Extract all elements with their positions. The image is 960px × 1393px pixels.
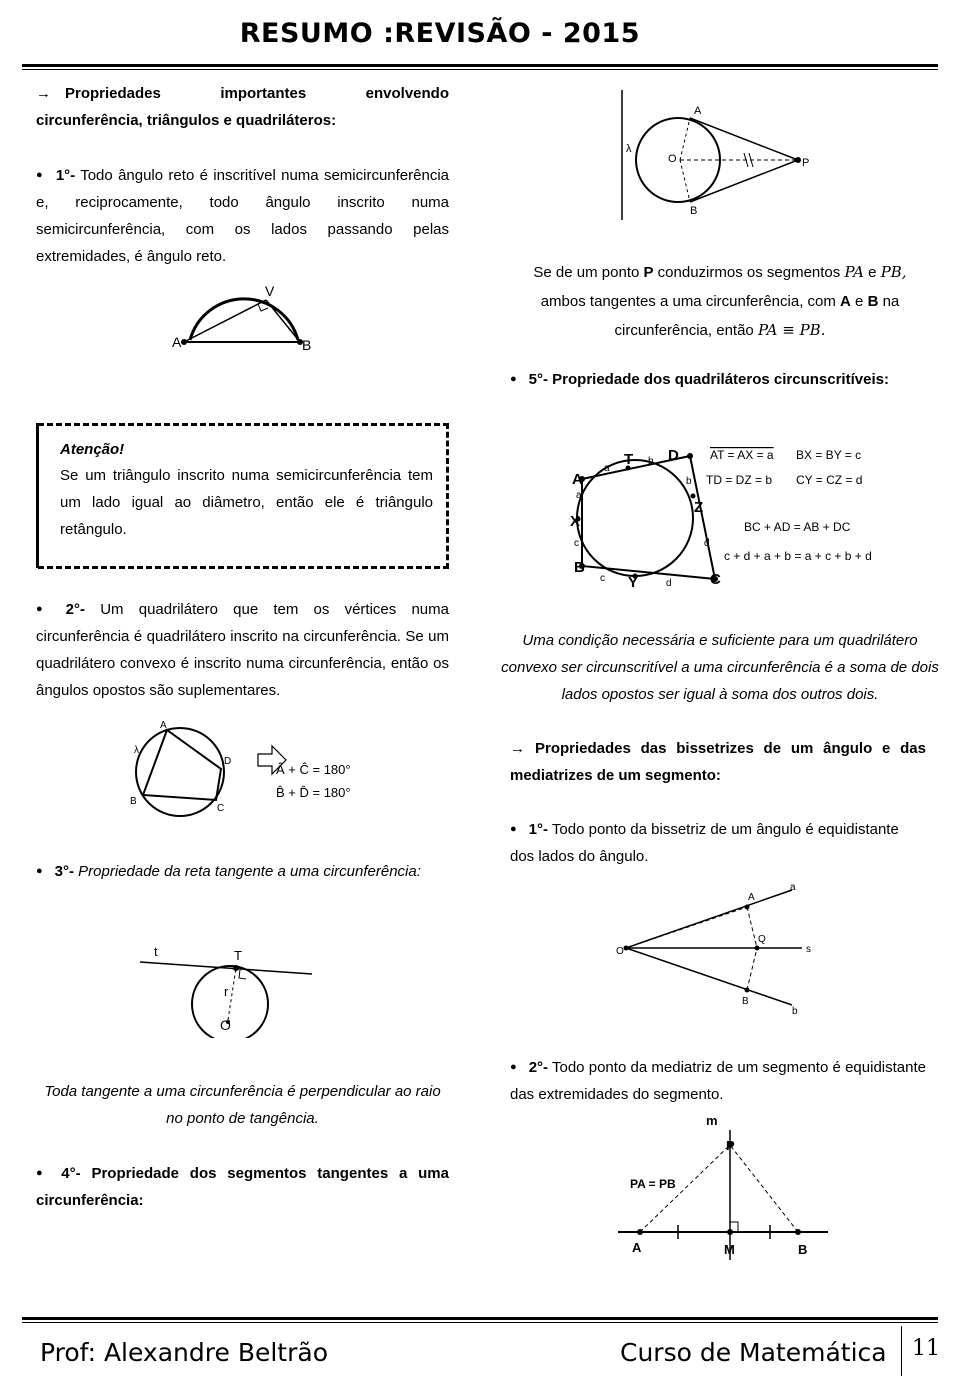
figure-angle-bisector (612, 880, 832, 1015)
svg-text:r: r (224, 984, 229, 999)
svg-text:b: b (686, 476, 692, 487)
bisector-property-1: ● 1°- Todo ponto da bissetriz de um ângulo é equidistante dos lados do ângulo. (510, 816, 926, 870)
svg-text:A: A (572, 471, 583, 488)
arrow-icon: → (36, 85, 51, 102)
property-2: ● 2°- Um quadrilátero que tem os vértices numa circunferência é quadrilátero inscrito na circunferência. Se um quadrilátero convexo é inscrito numa circunferência, então os ângulos opostos são suplementares. (36, 596, 449, 704)
svg-text:T: T (234, 948, 242, 963)
svg-text:a: a (790, 882, 796, 893)
figure-perpendicular-bisector (618, 1110, 838, 1260)
property-3: ● 3°- Propriedade da reta tangente a uma circunferência: (36, 858, 449, 885)
svg-text:BX = BY = c: BX = BY = c (796, 448, 862, 462)
attention-title: Atenção! (60, 441, 125, 458)
svg-text:C: C (710, 571, 721, 588)
svg-text:λ: λ (134, 745, 139, 756)
svg-text:s: s (806, 944, 811, 955)
circumscribed-caption: Uma condição necessária e suficiente para um quadrilátero convexo ser circunscritível a uma circunferência é a soma de dois lados opostos ser igual à soma dos outros dois. (501, 632, 939, 703)
svg-text:O: O (220, 1017, 231, 1033)
svg-text:AT = AX = a: AT = AX = a (710, 448, 774, 462)
bullet-icon (36, 863, 55, 880)
label-v: V (265, 283, 275, 299)
svg-text:P: P (726, 1138, 735, 1153)
bullet-icon (36, 167, 56, 184)
eq-bd: B̂ + D̂ = 180° (276, 785, 351, 800)
arrow-icon: → (510, 740, 525, 757)
bisector-property-2: ● 2°- Todo ponto da mediatriz de um segmento é equidistante das extremidades do segmento. (510, 1054, 926, 1108)
attention-box-left-bar (36, 423, 39, 568)
svg-text:d: d (704, 538, 710, 549)
svg-text:b: b (792, 1006, 798, 1015)
footer-course: Curso de Matemática (620, 1338, 887, 1367)
label-a: A (172, 334, 182, 350)
svg-text:B: B (798, 1242, 808, 1257)
header-title: RESUMO :REVISÃO - 2015 (239, 18, 640, 49)
figure-tangent-segments (618, 90, 818, 220)
figure-inscribed-right-angle (160, 280, 330, 360)
svg-text:BC + AD = AB + DC: BC + AD = AB + DC (744, 520, 851, 534)
svg-text:A: A (160, 720, 167, 731)
svg-text:A: A (748, 892, 755, 903)
svg-text:A: A (632, 1240, 642, 1255)
bullet-icon (36, 601, 66, 618)
tangent-caption: Toda tangente a uma circunferência é perpendicular ao raio no ponto de tangência. (44, 1083, 441, 1127)
intro-heading: → Propriedades importantes envolvendo circunferência, triângulos e quadriláteros: (36, 85, 449, 129)
page-number: 11 (912, 1336, 940, 1361)
svg-text:B: B (690, 205, 698, 217)
property-5: ● 5°- Propriedade dos quadriláteros circunscritíveis: (510, 366, 889, 393)
svg-text:m: m (706, 1113, 718, 1128)
svg-text:d: d (666, 578, 672, 589)
svg-text:O: O (668, 153, 677, 165)
label-b: B (302, 337, 312, 353)
svg-text:b: b (648, 456, 654, 467)
footer-author: Prof: Alexandre Beltrão (40, 1338, 328, 1367)
svg-text:B: B (742, 996, 749, 1007)
svg-text:t: t (154, 944, 158, 959)
svg-text:P: P (802, 157, 810, 169)
svg-text:c: c (600, 573, 605, 584)
svg-text:M: M (724, 1242, 735, 1257)
svg-text:λ: λ (626, 143, 632, 155)
svg-text:O: O (616, 946, 624, 957)
svg-text:A: A (694, 105, 702, 117)
svg-text:TD = DZ = b: TD = DZ = b (706, 473, 773, 487)
svg-text:c: c (574, 538, 579, 549)
eq-ac: Â + Ĉ = 180° (276, 762, 351, 777)
figure-inscribed-quadrilateral (120, 718, 380, 818)
figure-circumscribed-quadrilateral (560, 434, 940, 594)
header-rule (22, 64, 938, 67)
bisector-heading: → Propriedades das bissetrizes de um ângulo e das mediatrizes de um segmento: (510, 740, 926, 784)
svg-text:PA = PB: PA = PB (630, 1177, 676, 1191)
header-rule-thin (22, 69, 938, 70)
svg-text:c + d + a + b = a + c + b + d: c + d + a + b = a + c + b + d (724, 549, 872, 563)
attention-text: Se um triângulo inscrito numa semicircunferência tem um lado igual ao diâmetro, então ele é triângulo retângulo. (60, 467, 433, 538)
footer-rule-thin (22, 1322, 938, 1323)
bullet-icon (510, 1059, 529, 1076)
bullet-icon (510, 371, 529, 388)
property-1: ● 1°- Todo ângulo reto é inscritível numa semicircunferência e, reciprocamente, todo ângulo inscrito numa semicircunferência, com os lados passando pelas extremidades, é ângulo reto. (36, 162, 449, 270)
svg-text:Q: Q (758, 934, 766, 945)
svg-text:X: X (570, 513, 581, 530)
footer-rule (22, 1317, 938, 1320)
svg-text:D: D (224, 756, 232, 767)
svg-text:D: D (668, 447, 679, 464)
svg-text:a: a (604, 463, 610, 474)
tangent-segments-caption: Se de um ponto P conduzirmos os segmentos PA e PB, ambos tangentes a uma circunferência, com A e B na circunferência, então PA ≡ PB. (533, 263, 907, 339)
svg-text:T: T (624, 451, 634, 468)
svg-text:Y: Y (628, 574, 639, 591)
svg-text:B: B (130, 796, 137, 807)
bullet-icon (510, 821, 529, 838)
svg-text:a: a (576, 490, 582, 501)
svg-text:B: B (574, 559, 585, 576)
svg-text:Z: Z (694, 499, 704, 516)
bullet-icon (36, 1165, 61, 1182)
svg-text:C: C (217, 803, 225, 814)
figure-tangent-line (140, 938, 320, 1038)
svg-text:CY = CZ = d: CY = CZ = d (796, 473, 863, 487)
property-4: ● 4°- Propriedade dos segmentos tangentes a uma circunferência: (36, 1160, 449, 1214)
